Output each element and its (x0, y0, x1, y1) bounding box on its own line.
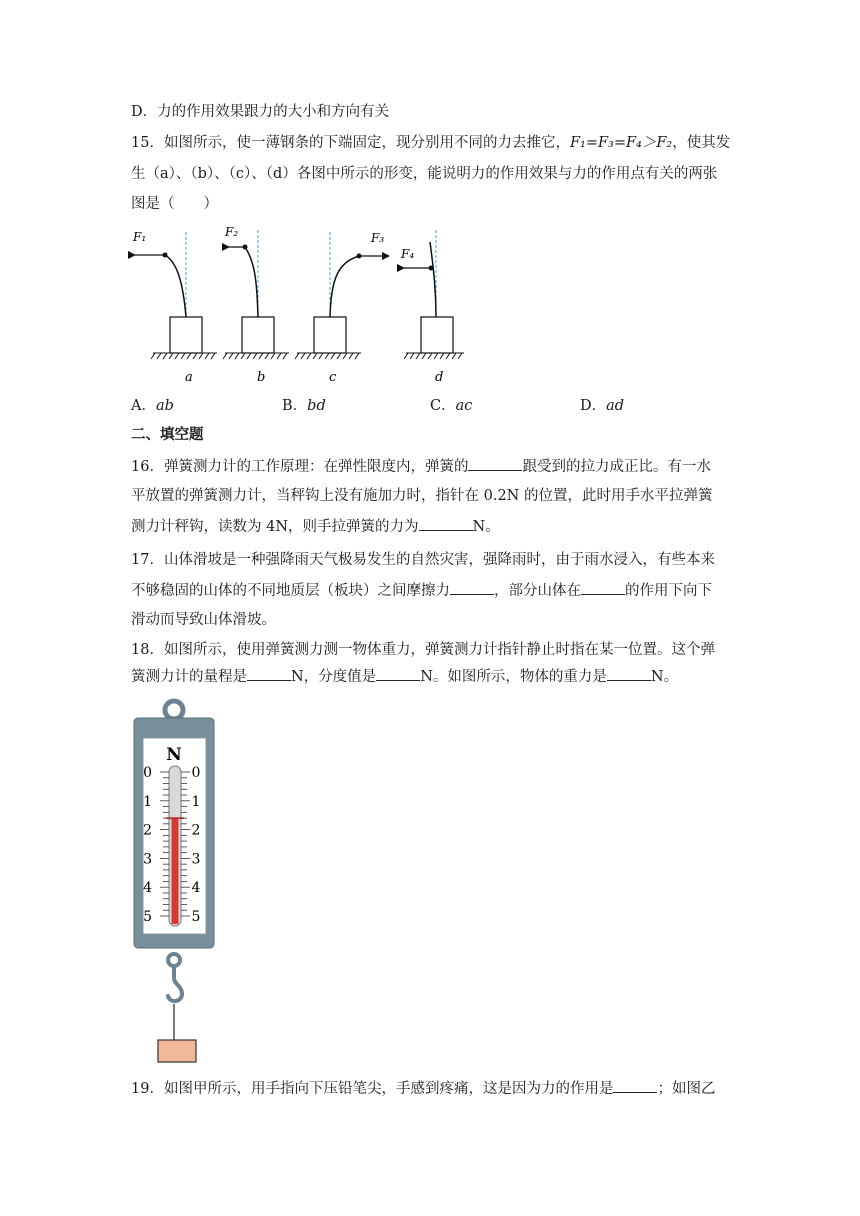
strip-d (430, 242, 436, 317)
weight-block (158, 1040, 196, 1062)
q16-blank-1[interactable] (468, 456, 522, 471)
right-tick-label: 5 (191, 909, 201, 925)
option-d-letter: D． (580, 398, 607, 414)
q15-figure (125, 222, 480, 392)
q19-line1 (131, 1078, 715, 1099)
option-b-value: bd (307, 398, 326, 414)
force-label-f2: F₂ (225, 225, 239, 239)
point-c (357, 254, 362, 259)
strip-a (165, 255, 186, 317)
block-c (314, 317, 346, 353)
q18-line1: 18．如图所示，使用弹簧测力测一物体重力，弹簧测力计指针静止时指在某一位置。这个弹 (131, 642, 715, 658)
strip-c (330, 256, 359, 317)
left-tick-label: 5 (143, 909, 152, 925)
force-label-f3: F₃ (371, 231, 385, 245)
q18-line2 (131, 666, 678, 687)
left-tick-label: 3 (143, 851, 152, 868)
q16-line1 (131, 456, 711, 477)
q17-blank-1[interactable] (450, 580, 494, 595)
q18-line2-c: N。如图所示，物体的重力是 (420, 669, 607, 685)
q18-blank-3[interactable] (607, 666, 651, 681)
right-tick-label: 2 (191, 822, 201, 839)
q19-line1-text: 19．如图甲所示，用手指向下压铅笔尖，手感到疼痛，这是因为力的作用是 (131, 1081, 614, 1097)
left-tick-label: 2 (143, 822, 152, 839)
ground-a (151, 353, 217, 359)
q17-blank-2[interactable] (581, 580, 625, 595)
option-a-letter: A． (131, 398, 156, 414)
q18-blank-1[interactable] (247, 666, 291, 681)
caption-c: c (329, 370, 337, 385)
q15-option-d (580, 396, 624, 416)
q17-line2 (131, 580, 712, 601)
q18-line2-d: N。 (650, 669, 679, 685)
option-b-letter: B． (282, 398, 308, 414)
ground-c (295, 353, 361, 359)
q16-line3-end: N。 (472, 519, 500, 535)
right-tick-label: 4 (191, 880, 201, 897)
ground-b (223, 353, 289, 359)
q16-line1-text: 16．弹簧测力计的工作原理：在弹性限度内，弹簧的 (131, 459, 469, 475)
section-title: 二、填空题 (131, 426, 204, 443)
q16-line3-text: 测力计秤钩，读数为 4N，则手拉弹簧的力为 (131, 519, 419, 535)
q15-formula: F₁=F₃=F₄＞F₂ (569, 135, 673, 151)
block-d (421, 317, 453, 353)
point-b (243, 245, 248, 250)
q15-line1 (131, 133, 730, 153)
q17-line2-mid: ，部分山体在 (494, 583, 581, 599)
option-c-value: ac (455, 398, 473, 414)
q15-option-c (430, 396, 472, 416)
ground-d (404, 353, 464, 359)
q15-option-a (131, 396, 174, 416)
spring-scale-figure (130, 696, 230, 1068)
unit-label: N (166, 745, 182, 765)
q15-line1-text: 15．如图所示，使一薄钢条的下端固定，现分别用不同的力去推它， (131, 135, 570, 151)
q16-blank-2[interactable] (419, 516, 473, 531)
right-tick-label: 0 (191, 765, 201, 781)
left-tick-label: 4 (143, 880, 152, 897)
force-label-f4: F₄ (401, 247, 415, 261)
q17-line2-text: 不够稳固的山体的不同地质层（板块）之间摩擦力 (131, 583, 450, 599)
caption-d: d (435, 370, 444, 385)
q19-blank-1[interactable] (613, 1078, 657, 1093)
red-indicator (172, 818, 179, 924)
q17-line3: 滑动而导致山体滑坡。 (131, 612, 276, 628)
option-c-letter: C． (430, 398, 456, 414)
q15-option-b (282, 396, 326, 416)
q17-line1: 17．山体滑坡是一种强降雨天气极易发生的自然灾害，强降雨时，由于雨水浸入，有些本来 (131, 552, 715, 568)
q18-line2-a: 簧测力计的量程是 (131, 669, 247, 685)
q18-blank-2[interactable] (376, 666, 420, 681)
strip-b (245, 247, 258, 317)
caption-b: b (257, 370, 266, 385)
q16-line1-end: 跟受到的拉力成正比。有一水 (522, 459, 711, 475)
q15-line2: 生（a）、（b）、（c）、（d）各图中所示的形变，能说明力的作用效果与力的作用点有关的两张 (131, 166, 718, 182)
top-ring (165, 701, 183, 719)
option-a-value: ab (155, 398, 174, 414)
q16-line2: 平放置的弹簧测力计，当秤钩上没有施加力时，指针在 0.2N 的位置，此时用手水平拉弹簧 (131, 488, 713, 504)
force-label-f1: F₁ (133, 230, 147, 244)
q15-line3: 图是（ ） (131, 196, 218, 212)
block-b (242, 317, 274, 353)
right-tick-label: 1 (191, 793, 201, 810)
q17-line2-end: 的作用下向下 (625, 583, 712, 599)
q18-line2-b: N，分度值是 (291, 669, 377, 685)
q19-line1-end: ；如图乙 (657, 1081, 716, 1097)
left-tick-label: 1 (143, 793, 152, 810)
option-d-value: ad (606, 398, 625, 414)
q14-option-d: D．力的作用效果跟力的大小和方向有关 (131, 104, 390, 120)
block-a (170, 317, 202, 353)
point-d (429, 266, 434, 271)
q15-line1-end: ，使其发 (672, 135, 731, 151)
left-tick-label: 0 (143, 765, 152, 781)
caption-a: a (185, 370, 193, 385)
hook (168, 966, 182, 1001)
right-tick-label: 3 (191, 851, 201, 868)
point-a (163, 253, 168, 258)
q16-line3 (131, 516, 500, 537)
